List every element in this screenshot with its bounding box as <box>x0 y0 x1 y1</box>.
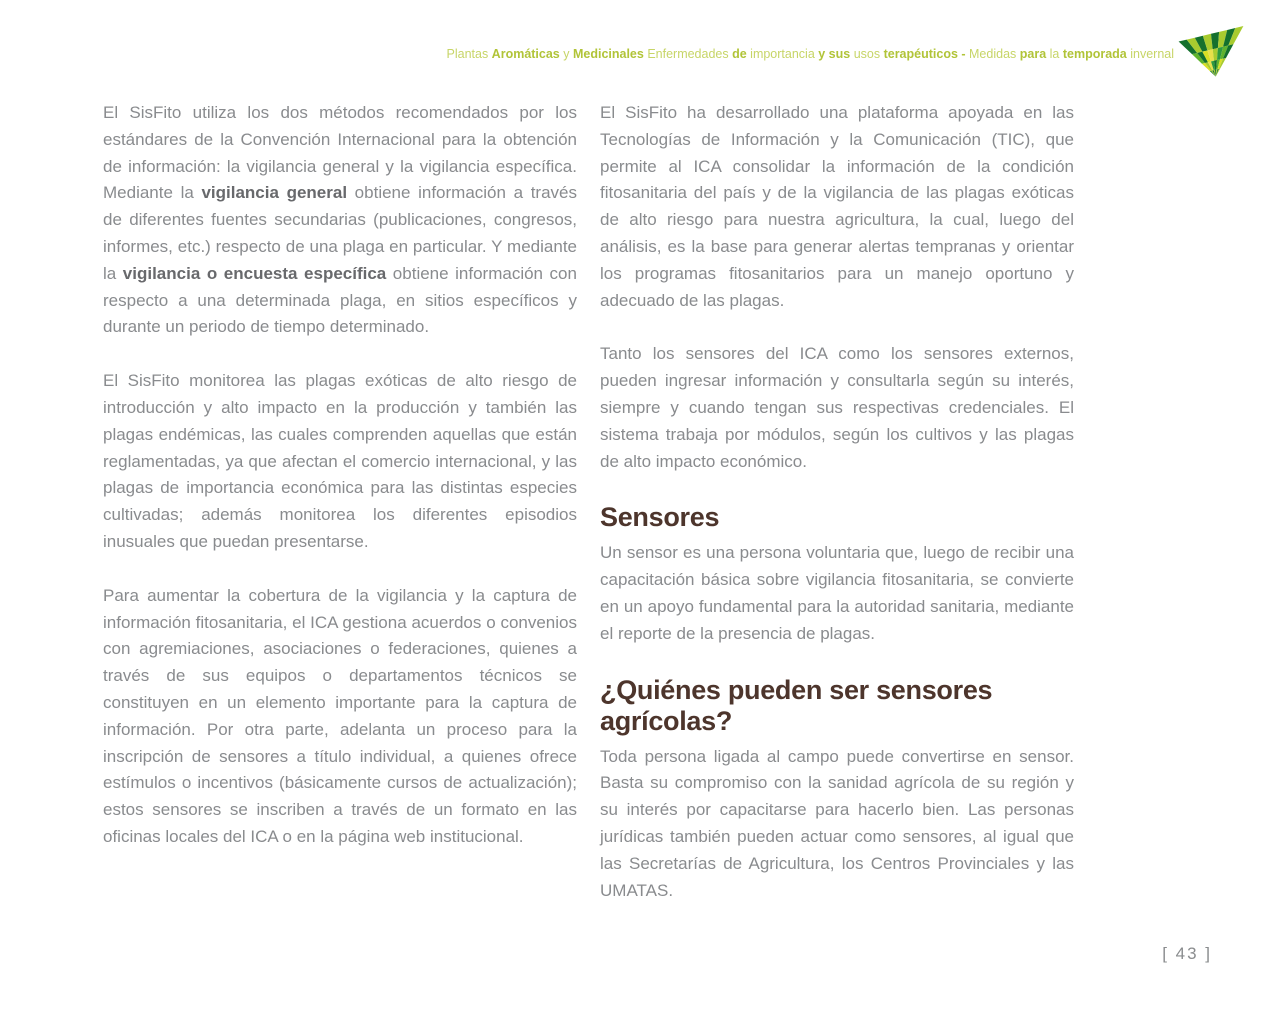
checkered-field-logo <box>1172 24 1250 78</box>
text-run: El SisFito ha desarrollado una plataforma apoyada en las Tecnologías de Información y la Comunicación (TIC), que permite al ICA consolidar la información de la condición fitosanitaria del país y de la vigilancia de las plagas exóticas de alto riesgo para nuestra agricultura, la cual, luego del análisis, es la base para generar alertas tempranas y orientar los programas fitosanitarios para un manejo oportuno y adecuado de las plagas. <box>600 103 1074 310</box>
header-segment: la <box>1046 47 1063 61</box>
header-segment: importancia <box>746 47 819 61</box>
text-run: Para aumentar la cobertura de la vigilancia y la captura de información fitosanitaria, el ICA gestiona acuerdos o convenios con agremiaciones, asociaciones o federaciones, quienes a través de sus equipos o departamentos técnicos se constituyen en un elemento importante para la captura de información. Por otra parte, adelanta un proceso para la inscripción de sensores a título individual, a quienes ofrece estímulos o incentivos (básicamente cursos de actualización); estos sensores se inscriben a través de un formato en las oficinas locales del ICA o en la página web institucional. <box>103 585 577 846</box>
header-segment: terapéuticos - <box>883 47 966 61</box>
section-heading: Sensores <box>600 502 720 533</box>
body-paragraph <box>600 744 1074 905</box>
right-column <box>600 100 1074 931</box>
text-run: obtiene información a través de diferentes fuentes secundarias (publicaciones, congresos, informes, etc.) respecto de una plaga en particular. Y mediante la <box>103 183 577 283</box>
page-number: [ 43 ] <box>1162 944 1212 963</box>
header-segment: invernal <box>1126 47 1174 61</box>
body-paragraph <box>600 100 1074 314</box>
left-column <box>103 100 577 878</box>
body-paragraph <box>600 341 1074 475</box>
text-run: Tanto los sensores del ICA como los sensores externos, pueden ingresar información y consultarla según su interés, siempre y cuando tengan sus respectivas credenciales. El sistema trabaja por módulos, según los cultivos y las plagas de alto impacto económico. <box>600 344 1074 471</box>
header-segment: de <box>732 47 747 61</box>
header-segment: y <box>559 47 573 61</box>
header-segment: Aromáticas <box>491 47 560 61</box>
header-segment: Medicinales <box>572 47 644 61</box>
text-run: Toda persona ligada al campo puede convertirse en sensor. Basta su compromiso con la sanidad agrícola de su región y su interés por capacitarse para hacerlo bien. Las personas jurídicas también pueden actuar como sensores, al igual que las Secretarías de Agricultura, los Centros Provinciales y las UMATAS. <box>600 746 1074 900</box>
text-run: El SisFito utiliza los dos métodos recomendados por los estándares de la Convención Internacional para la obtención de información: la vigilancia general y la vigilancia específica. Mediante la <box>103 103 577 203</box>
section-heading: ¿Quiénes pueden ser sensores agrícolas? <box>600 674 993 736</box>
header-segment: temporada <box>1062 47 1127 61</box>
header-segment: Plantas <box>446 47 492 61</box>
header-segment: para <box>1019 47 1047 61</box>
bold-run: vigilancia general <box>201 183 348 203</box>
text-run: El SisFito monitorea las plagas exóticas de alto riesgo de introducción y alto impacto en la producción y también las plagas endémicas, las cuales comprenden aquellas que están reglamentadas, ya que afectan el comercio internacional, y las plagas de importancia económica para las distintas especies cultivadas; además monitorea los diferentes episodios inusuales que puedan presentarse. <box>103 371 577 551</box>
body-paragraph <box>103 368 577 556</box>
header-segment: Enfermedades <box>643 47 733 61</box>
header-segment: Medidas <box>965 47 1020 61</box>
body-paragraph <box>600 540 1074 647</box>
body-paragraph <box>103 583 577 851</box>
bold-run: vigilancia o encuesta específica <box>122 263 387 283</box>
text-run: obtiene información con respecto a una determinada plaga, en sitios específicos y durante un periodo de tiempo determinado. <box>103 263 577 337</box>
header-segment: usos <box>850 47 884 61</box>
header-segment: y sus <box>818 47 851 61</box>
body-paragraph <box>103 100 577 341</box>
text-run: Un sensor es una persona voluntaria que, luego de recibir una capacitación básica sobre vigilancia fitosanitaria, se convierte en un apoyo fundamental para la autoridad sanitaria, mediante el reporte de la presencia de plagas. <box>600 543 1074 643</box>
running-header <box>447 47 1175 61</box>
